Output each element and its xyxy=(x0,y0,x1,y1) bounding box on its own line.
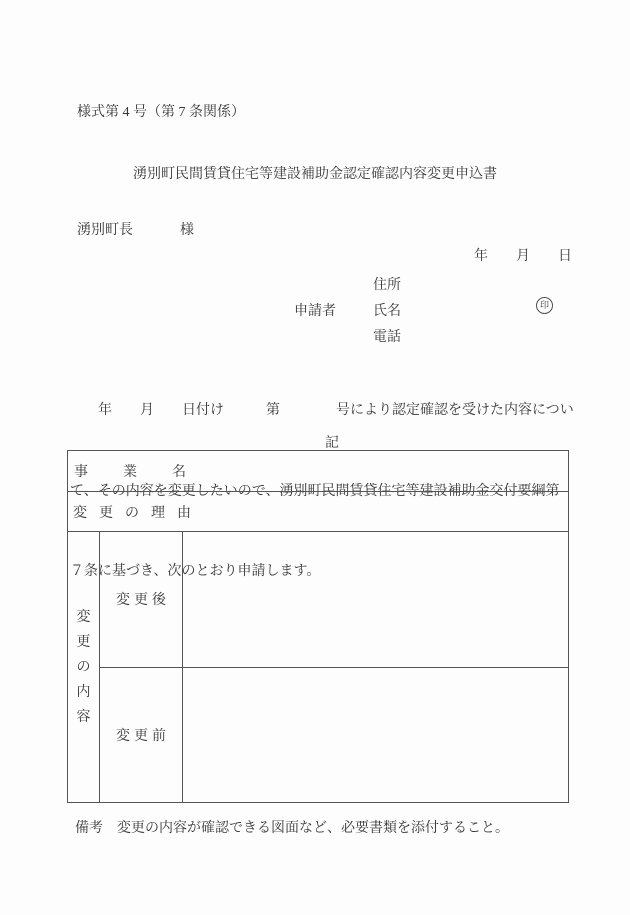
change-content-subgrid xyxy=(100,532,568,802)
before-change-label: 変更前 xyxy=(100,668,183,803)
before-change-value-cell xyxy=(183,668,568,803)
after-change-row xyxy=(100,532,568,667)
recipient-name: 湧別町長 xyxy=(77,223,133,238)
ki-heading: 記 xyxy=(325,436,339,451)
seal-icon: 印 xyxy=(536,297,553,314)
body-line-1: 年 月 日付け 第 号により認定確認を受けた内容につい xyxy=(70,403,574,419)
business-name-cell xyxy=(68,451,568,492)
name-label: 氏名 xyxy=(373,304,401,319)
salutation-line xyxy=(77,219,194,239)
body-line-2: て、その内容を変更したいので、湧別町民間賃貸住宅等建設補助金交付要綱第 xyxy=(70,483,560,499)
remark-line xyxy=(75,817,509,837)
change-reason-cell xyxy=(68,492,568,532)
remark-label: 備考 xyxy=(75,821,103,836)
after-change-label: 変更後 xyxy=(100,532,183,667)
change-content-row xyxy=(68,532,568,802)
phone-label: 電話 xyxy=(373,330,401,345)
remark-text: 変更の内容が確認できる図面など、必要書類を添付すること。 xyxy=(117,821,509,836)
form-number: 様式第 4 号（第 7 条関係） xyxy=(77,105,245,120)
change-content-header-cell xyxy=(68,532,100,802)
change-content-label: 変更の内容 xyxy=(76,609,91,725)
address-label: 住所 xyxy=(373,278,401,293)
change-application-table xyxy=(67,450,569,803)
after-change-value-cell xyxy=(183,532,568,667)
business-name-label: 事業名 xyxy=(74,465,221,480)
page-title: 湧別町民間賃貸住宅等建設補助金認定確認内容変更申込書 xyxy=(133,167,497,182)
applicant-label: 申請者 xyxy=(294,304,336,319)
change-reason-label: 変更の理由 xyxy=(73,505,203,521)
before-change-row xyxy=(100,667,568,803)
honorific: 様 xyxy=(180,223,194,238)
date-line: 年 月 日 xyxy=(474,249,572,264)
body-line-3: ７条に基づき、次のとおり申請します。 xyxy=(70,563,321,579)
